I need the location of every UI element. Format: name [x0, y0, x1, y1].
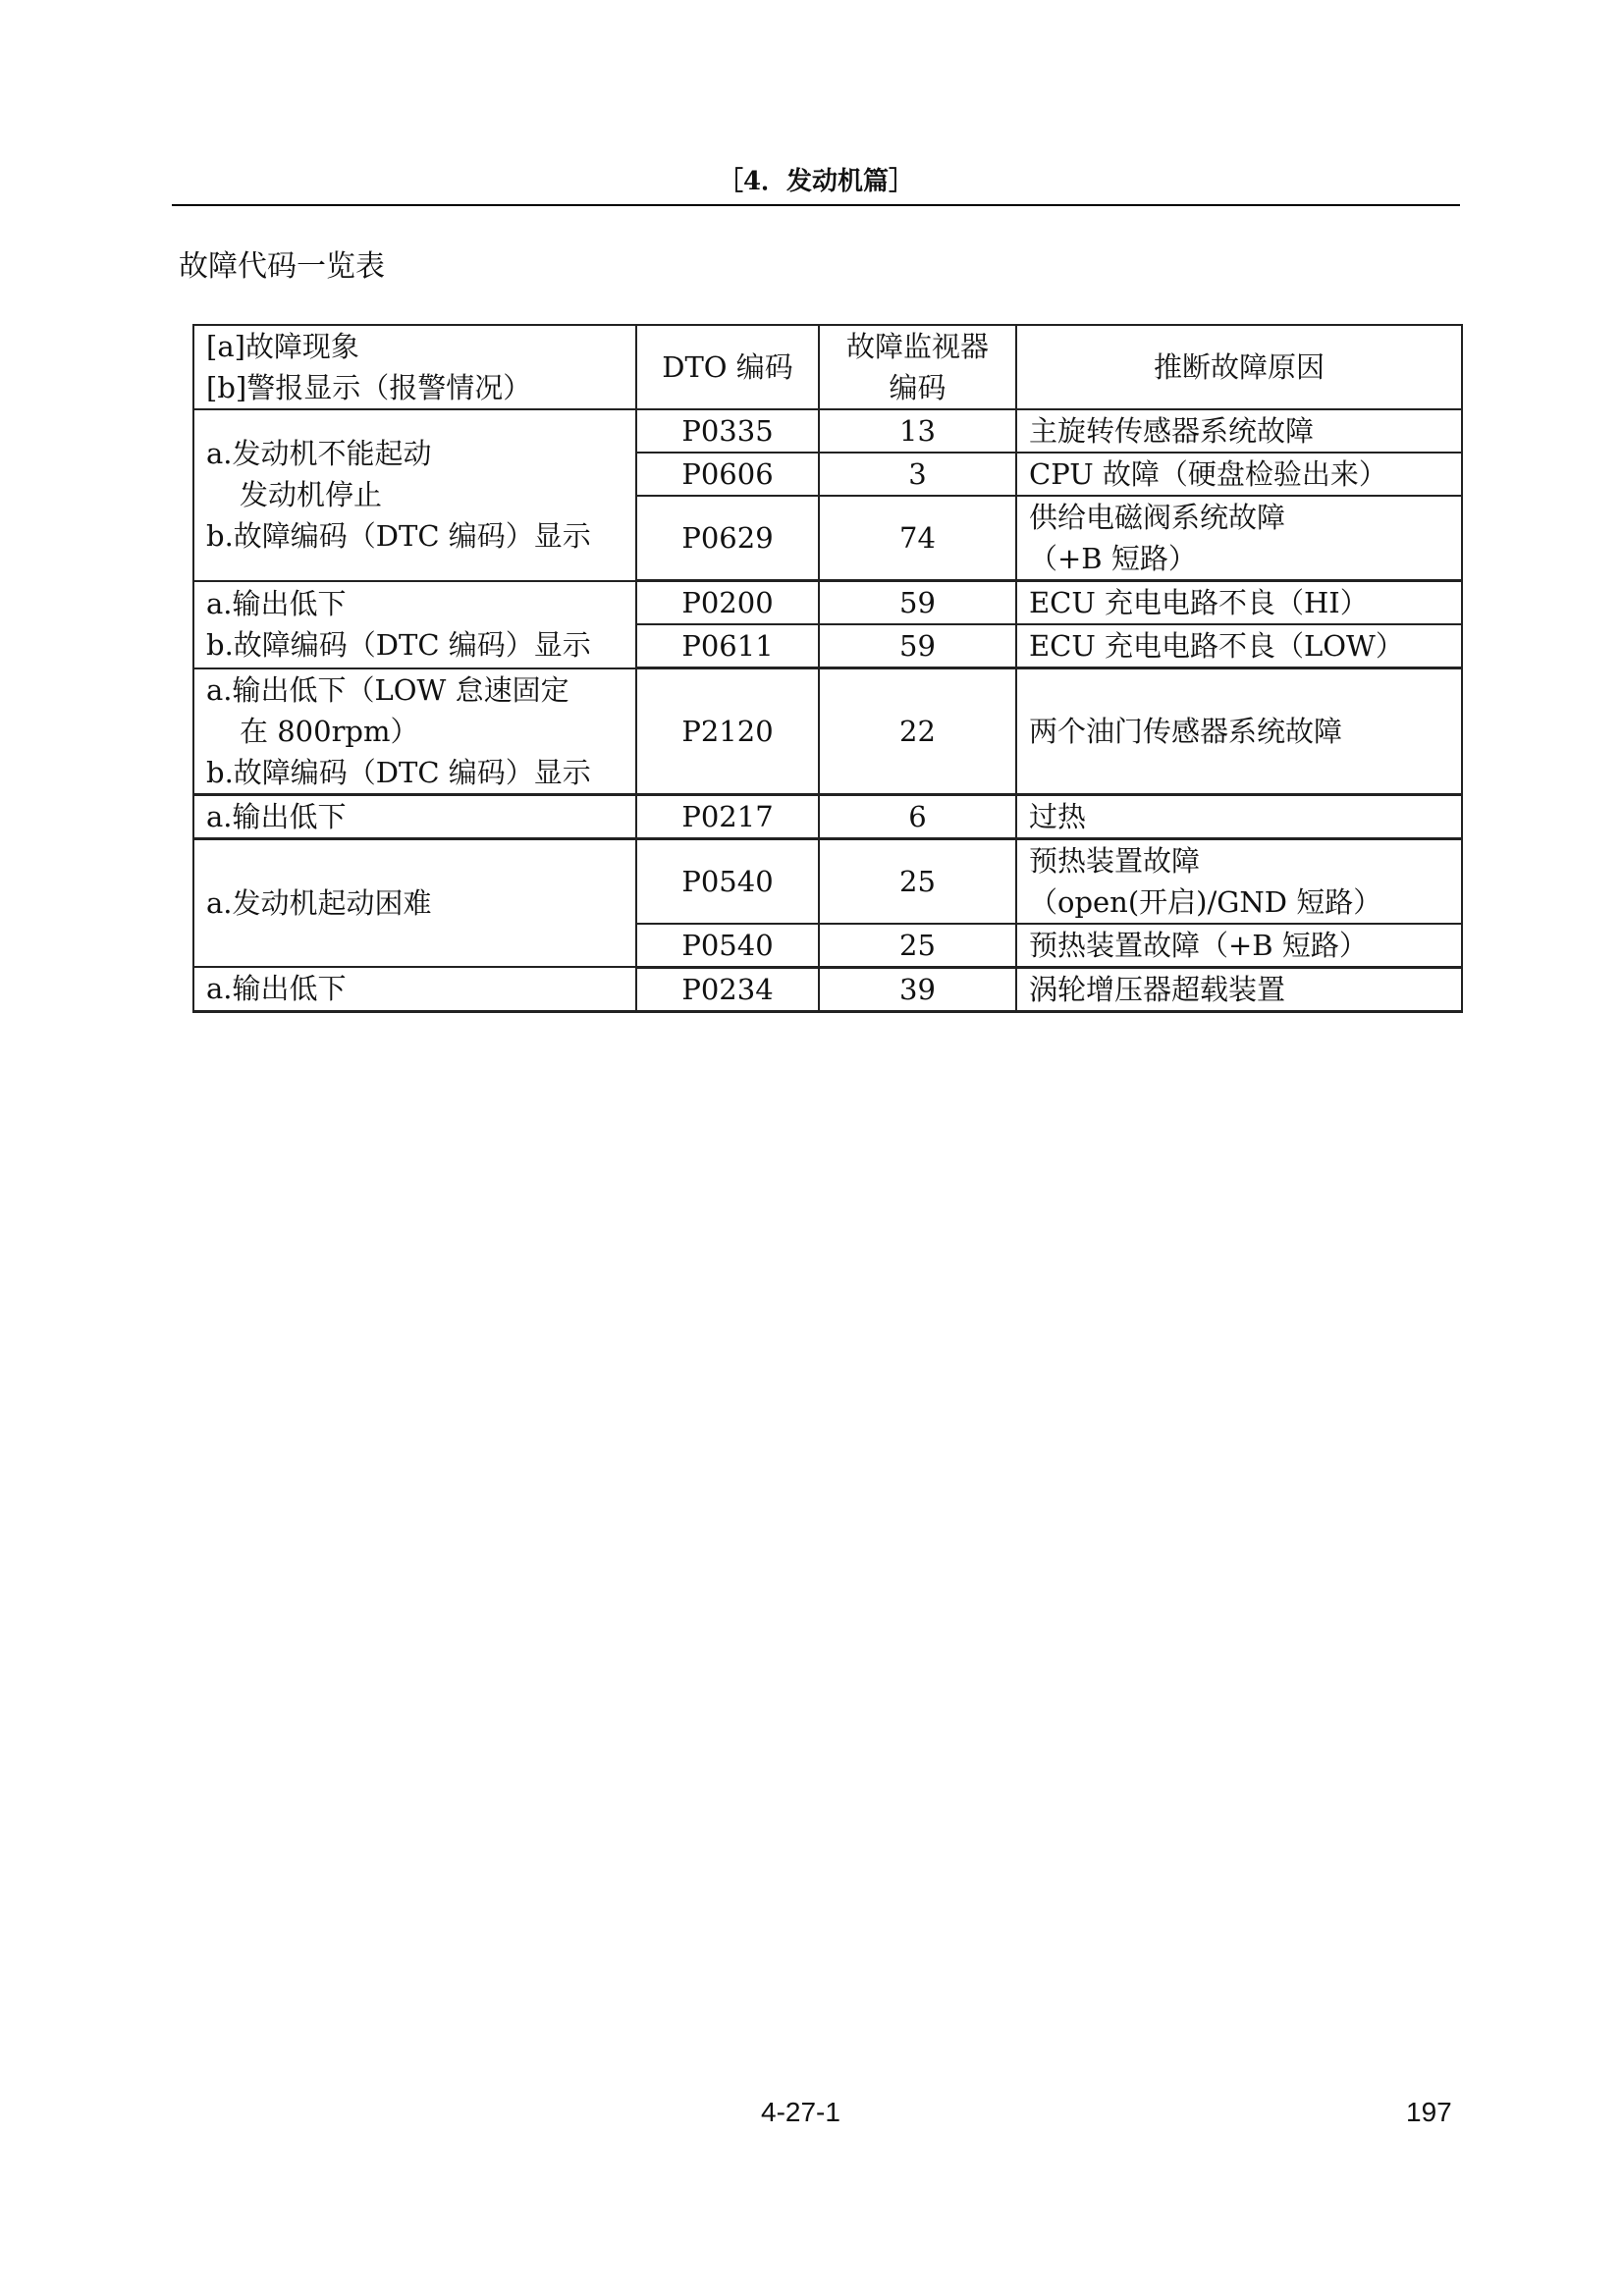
cause-cell [1016, 838, 1462, 924]
table-header-row [193, 325, 1462, 409]
cause-line: 两个油门传感器系统故障 [1029, 714, 1343, 748]
table-row [193, 838, 1462, 924]
table-row [193, 668, 1462, 795]
symptom-cell [193, 668, 636, 795]
dtc-code-cell: P0606 [636, 453, 819, 496]
cause-cell [1016, 496, 1462, 581]
page-number: 197 [1406, 2097, 1452, 2127]
cause-line: （open(开启)/GND 短路） [1029, 884, 1382, 919]
cause-cell [1016, 581, 1462, 625]
monitor-code-cell: 3 [819, 453, 1016, 496]
cause-line: 预热装置故障（+B 短路） [1029, 928, 1368, 962]
dtc-code-cell: P0217 [636, 794, 819, 838]
monitor-code-cell: 59 [819, 581, 1016, 625]
monitor-code-cell: 22 [819, 668, 1016, 795]
header-dtc: DTO 编码 [636, 325, 819, 409]
cause-cell [1016, 967, 1462, 1011]
monitor-code-cell: 25 [819, 924, 1016, 968]
section-code: 4-27-1 [761, 2097, 840, 2127]
dtc-code-cell: P0200 [636, 581, 819, 625]
symptom-line: a.输出低下 [206, 799, 347, 833]
cause-line: 涡轮增压器超载装置 [1029, 972, 1286, 1006]
header-cause: 推断故障原因 [1016, 325, 1462, 409]
symptom-line: a.输出低下（LOW 怠速固定 [206, 672, 569, 707]
symptom-line: 发动机停止 [240, 478, 383, 512]
cause-line: 预热装置故障 [1029, 843, 1201, 878]
dtc-code-cell: P0540 [636, 838, 819, 924]
monitor-code-cell: 59 [819, 624, 1016, 668]
header-title: ［4．发动机篇］ [717, 167, 915, 196]
symptom-line: b.故障编码（DTC 编码）显示 [206, 628, 591, 662]
table-row [193, 794, 1462, 838]
page-header [172, 155, 1460, 206]
cause-line: （+B 短路） [1029, 542, 1197, 575]
symptom-line: a.输出低下 [206, 587, 347, 620]
cause-line: CPU 故障（硬盘检验出来） [1029, 457, 1387, 491]
cause-cell [1016, 624, 1462, 668]
monitor-code-cell: 25 [819, 838, 1016, 924]
dtc-code-cell: P0540 [636, 924, 819, 968]
symptom-line: b.故障编码（DTC 编码）显示 [206, 755, 591, 789]
symptom-line: b.故障编码（DTC 编码）显示 [206, 519, 591, 554]
header-monitor-line2: 编码 [889, 371, 947, 404]
dtc-code-cell: P0629 [636, 496, 819, 581]
symptom-line: a.输出低下 [206, 972, 347, 1006]
table-row [193, 581, 1462, 625]
table-row [193, 967, 1462, 1011]
table-row [193, 409, 1462, 453]
symptom-cell [193, 794, 636, 838]
cause-line: 供给电磁阀系统故障 [1029, 501, 1286, 534]
symptom-line: a.发动机起动困难 [206, 885, 432, 920]
monitor-code-cell: 13 [819, 409, 1016, 453]
monitor-code-cell: 39 [819, 967, 1016, 1011]
header-monitor-line1: 故障监视器 [845, 330, 989, 363]
header-symptom-a: [a]故障现象 [206, 330, 359, 363]
cause-cell [1016, 668, 1462, 795]
symptom-cell [193, 838, 636, 967]
cause-line: ECU 充电电路不良（LOW） [1029, 629, 1404, 663]
cause-line: ECU 充电电路不良（HI） [1029, 586, 1369, 619]
header-monitor [819, 325, 1016, 409]
table-caption: 故障代码一览表 [179, 249, 385, 284]
cause-line: 过热 [1029, 799, 1087, 833]
dtc-code-cell: P0335 [636, 409, 819, 453]
cause-cell [1016, 453, 1462, 496]
symptom-line: 在 800rpm） [240, 714, 419, 748]
dtc-code-cell: P0611 [636, 624, 819, 668]
monitor-code-cell: 6 [819, 794, 1016, 838]
symptom-cell [193, 409, 636, 581]
cause-cell [1016, 794, 1462, 838]
dtc-code-cell: P2120 [636, 668, 819, 795]
cause-cell [1016, 409, 1462, 453]
cause-line: 主旋转传感器系统故障 [1029, 414, 1315, 448]
header-symptom [193, 325, 636, 409]
symptom-cell [193, 967, 636, 1011]
monitor-code-cell: 74 [819, 496, 1016, 581]
symptom-line: a.发动机不能起动 [206, 437, 432, 471]
dtc-code-cell: P0234 [636, 967, 819, 1011]
symptom-cell [193, 581, 636, 668]
header-symptom-b: [b]警报显示（报警情况） [206, 371, 532, 404]
cause-cell [1016, 924, 1462, 968]
fault-code-table [192, 324, 1463, 1013]
